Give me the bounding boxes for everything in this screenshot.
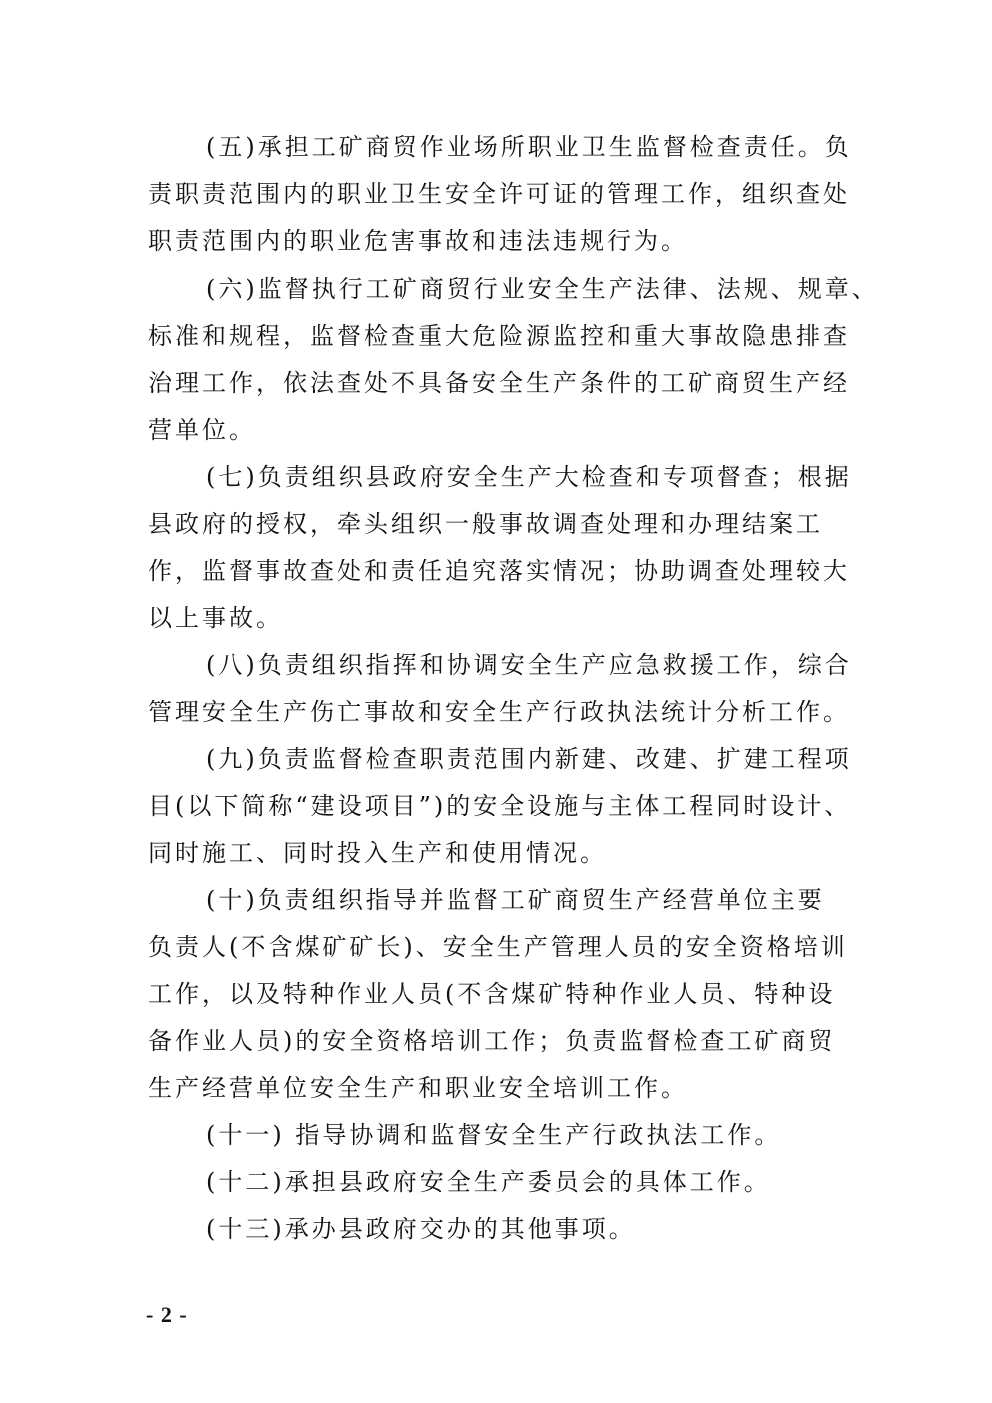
paragraph-line: (十三)承办县政府交办的其他事项。	[206, 1215, 636, 1243]
paragraph-line: 作，监督事故查处和责任追究落实情况；协助调查处理较大	[148, 557, 850, 585]
paragraph-line: 治理工作，依法查处不具备安全生产条件的工矿商贸生产经	[148, 369, 850, 397]
paragraph-line: (七)负责组织县政府安全生产大检查和专项督查；根据	[206, 463, 852, 491]
paragraph-line: (十二)承担县政府安全生产委员会的具体工作。	[206, 1168, 771, 1196]
paragraph-line: 工作，以及特种作业人员(不含煤矿特种作业人员、特种设	[148, 980, 836, 1008]
page-number: - 2 -	[146, 1302, 188, 1327]
paragraph-line: (五)承担工矿商贸作业场所职业卫生监督检查责任。负	[206, 133, 852, 161]
paragraph-line: 以上事故。	[148, 604, 283, 632]
paragraph-line: 标准和规程，监督检查重大危险源监控和重大事故隐患排查	[148, 322, 850, 350]
paragraph-line: 营单位。	[148, 416, 256, 444]
paragraph-line: 负责人(不含煤矿矿长)、安全生产管理人员的安全资格培训	[148, 933, 848, 961]
paragraph-line: 职责范围内的职业危害事故和违法违规行为。	[148, 227, 688, 255]
paragraph-line: 同时施工、同时投入生产和使用情况。	[148, 839, 607, 867]
paragraph-line: (十一) 指导协调和监督安全生产行政执法工作。	[206, 1121, 782, 1149]
paragraph-line: 目(以下简称“建设项目”)的安全设施与主体工程同时设计、	[148, 792, 852, 820]
paragraph-line: 管理安全生产伤亡事故和安全生产行政执法统计分析工作。	[148, 698, 850, 726]
paragraph-line: 县政府的授权，牵头组织一般事故调查处理和办理结案工	[148, 510, 823, 538]
paragraph-line: 责职责范围内的职业卫生安全许可证的管理工作，组织查处	[148, 180, 850, 208]
paragraph-line: 备作业人员)的安全资格培训工作；负责监督检查工矿商贸	[148, 1027, 836, 1055]
paragraph-line: (六)监督执行工矿商贸行业安全生产法律、法规、规章、	[206, 275, 879, 303]
paragraph-line: (九)负责监督检查职责范围内新建、改建、扩建工程项	[206, 745, 852, 773]
paragraph-line: (八)负责组织指挥和协调安全生产应急救援工作，综合	[206, 651, 852, 679]
paragraph-line: 生产经营单位安全生产和职业安全培训工作。	[148, 1074, 688, 1102]
paragraph-line: (十)负责组织指导并监督工矿商贸生产经营单位主要	[206, 886, 825, 914]
